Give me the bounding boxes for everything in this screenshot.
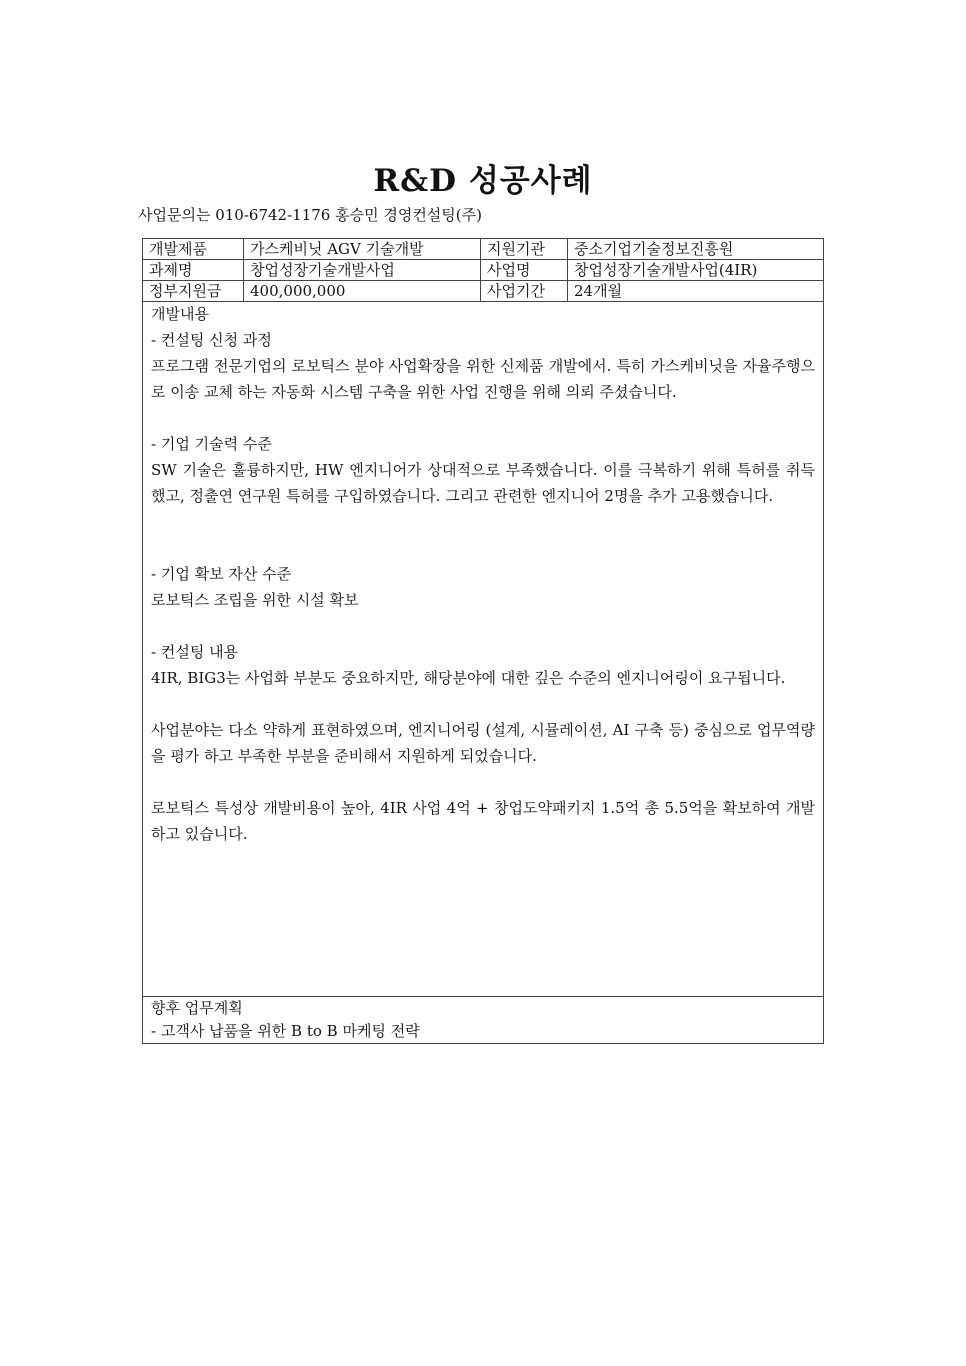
- development-content-box: [142, 299, 824, 997]
- value-period: 24개월: [568, 281, 824, 302]
- section-title-application: - 컨설팅 신청 과정: [151, 331, 272, 349]
- section-title-consulting: - 컨설팅 내용: [151, 643, 239, 661]
- section-body-consulting-1: 4IR, BIG3는 사업화 부분도 중요하지만, 해당분야에 대한 깊은 수준의 엔지니어링이 요구됩니다.: [151, 669, 786, 687]
- section-body-consulting-2: 사업분야는 다소 약하게 표현하였으며, 엔지니어링 (설계, 시뮬레이션, AI 구축 등) 중심으로 업무역량을 평가 하고 부족한 부분을 준비해서 지원하게 되었습니다.: [151, 721, 815, 765]
- label-program: 사업명: [481, 260, 568, 281]
- table-row: [143, 239, 824, 260]
- label-product: 개발제품: [143, 239, 244, 260]
- value-funding: 400,000,000: [244, 281, 481, 302]
- section-body-application: 프로그램 전문기업의 로보틱스 분야 사업확장을 위한 신제품 개발에서. 특히 가스케비닛을 자율주행으로 이송 교체 하는 자동화 시스템 구축을 위한 사업 진행을 위해 의뢰 주셨습니다.: [151, 357, 815, 401]
- value-agency: 중소기업기술정보진흥원: [568, 239, 824, 260]
- value-product: 가스케비닛 AGV 기술개발: [244, 239, 481, 260]
- plan-heading: 향후 업무계획: [151, 999, 243, 1017]
- section-body-assets: 로보틱스 조립을 위한 시설 확보: [151, 591, 359, 609]
- section-title-technology: - 기업 기술력 수준: [151, 435, 272, 453]
- content-heading: 개발내용: [151, 305, 209, 323]
- section-body-technology: SW 기술은 훌륭하지만, HW 엔지니어가 상대적으로 부족했습니다. 이를 극복하기 위해 특허를 취득했고, 정출연 연구원 특허를 구입하였습니다. 그리고 관련한 엔지니어 2명을 추가 고용했습니다.: [151, 461, 815, 505]
- plan-item: - 고객사 납품을 위한 B to B 마케팅 전략: [151, 1022, 420, 1040]
- section-body-consulting-3: 로보틱스 특성상 개발비용이 높아, 4IR 사업 4억 + 창업도약패키지 1.5억 총 5.5억을 확보하여 개발하고 있습니다.: [151, 799, 815, 843]
- label-period: 사업기간: [481, 281, 568, 302]
- info-table: [142, 238, 824, 302]
- label-funding: 정부지원금: [143, 281, 244, 302]
- value-program: 창업성장기술개발사업(4IR): [568, 260, 824, 281]
- contact-line: 사업문의는 010-6742-1176 홍승민 경영컨설팅(주): [138, 206, 482, 224]
- value-project: 창업성장기술개발사업: [244, 260, 481, 281]
- label-agency: 지원기관: [481, 239, 568, 260]
- section-title-assets: - 기업 확보 자산 수준: [151, 565, 292, 583]
- page-title: R&D 성공사례: [373, 163, 593, 199]
- table-row: [143, 260, 824, 281]
- future-plan-box: [142, 996, 824, 1044]
- label-project: 과제명: [143, 260, 244, 281]
